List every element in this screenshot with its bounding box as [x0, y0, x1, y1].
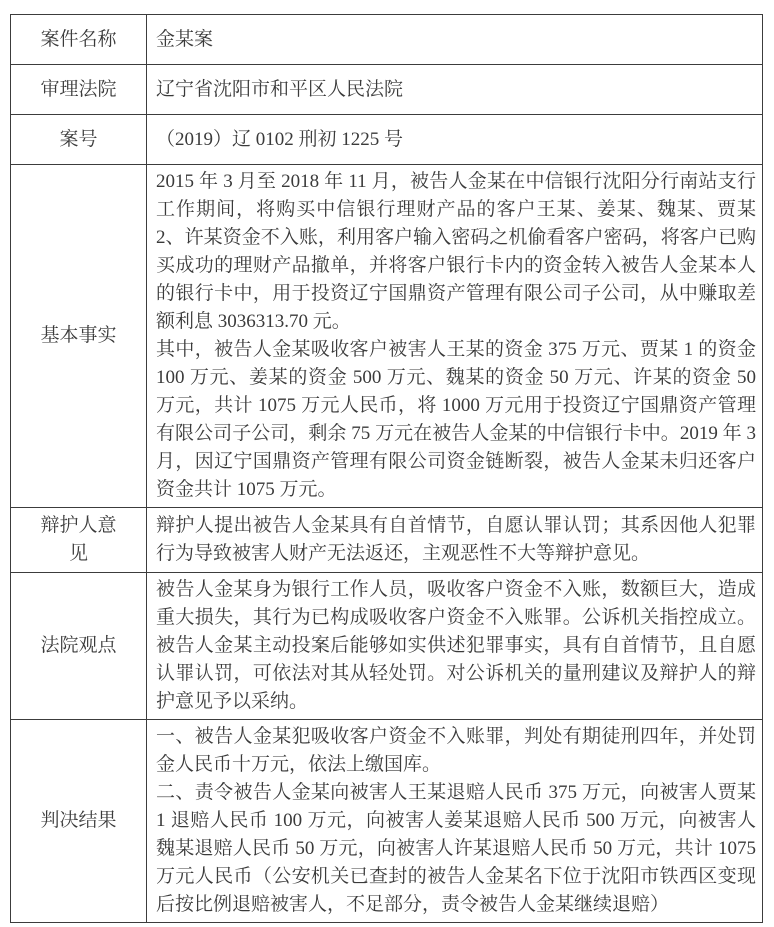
table-row-court-opinion — [11, 573, 763, 720]
court-opinion-paragraph: 被告人金某身为银行工作人员，吸收客户资金不入账，数额巨大，造成重大损失，其行为已构成吸收客户资金不入账罪。公诉机关指控成立。被告人金某主动投案后能够如实供述犯罪事实，具有自首情节，且自愿认罪认罚，可依法对其从轻处罚。对公诉机关的量刑建议及辩护人的辩护意见予以采纳。 — [156, 579, 756, 712]
row-value-court — [147, 65, 763, 115]
row-label-text: 审理法院 — [40, 78, 117, 100]
case-summary-document — [10, 14, 763, 923]
row-label-text: 法院观点 — [40, 635, 117, 656]
row-value-judgment-result — [147, 720, 763, 923]
row-label-text: 判决结果 — [40, 810, 117, 831]
table-row-court — [11, 65, 763, 115]
row-label-case-name — [11, 15, 147, 65]
row-value-defense-opinion — [147, 508, 763, 573]
row-value-court-opinion — [147, 573, 763, 720]
row-label-court — [11, 65, 147, 115]
case-name-value: 金某案 — [156, 28, 214, 50]
row-label-court-opinion — [11, 573, 147, 720]
row-label-defense-opinion — [11, 508, 147, 573]
basic-facts-paragraph-2: 其中，被告人金某吸收客户被害人王某的资金 375 万元、贾某 1 的资金 100 万元、姜某的资金 500 万元、魏某的资金 50 万元、许某的资金 50 万元，共计 1075 万元人民币，将 1000 万元用于投资辽宁国鼎资产管理有限公司子公司，剩余 75 万元在被告人金某的中信银行卡中。2019 年 3 月，因辽宁国鼎资产管理有限公司资金链断裂，被告人金某未归还客户资金共计 1075 万元。 — [156, 339, 756, 500]
case-number-value: （2019）辽 0102 刑初 1225 号 — [156, 128, 404, 150]
judgment-result-paragraph-1: 一、被告人金某犯吸收客户资金不入账罪，判处有期徒刑四年，并处罚金人民币十万元，依法上缴国库。 — [156, 726, 756, 775]
row-value-basic-facts — [147, 165, 763, 508]
row-label-text: 基本事实 — [40, 325, 117, 346]
table-row-defense-opinion — [11, 508, 763, 573]
table-row-basic-facts — [11, 165, 763, 508]
defense-opinion-paragraph: 辩护人提出被告人金某具有自首情节，自愿认罪认罚；其系因他人犯罪行为导致被害人财产无法返还，主观恶性不大等辩护意见。 — [156, 515, 756, 564]
case-table-body — [11, 15, 763, 923]
judgment-result-paragraph-2: 二、责令被告人金某向被害人王某退赔人民币 375 万元，向被害人贾某 1 退赔人民币 100 万元，向被害人姜某退赔人民币 500 万元，向被害人魏某退赔人民币 50 万元，向被害人许某退赔人民币 50 万元，共计 1075 万元人民币（公安机关已查封的被告人金某名下位于沈阳市铁西区变现后按比例退赔被害人，不足部分，责令被告人金某继续退赔） — [156, 782, 756, 915]
case-summary-table — [10, 14, 763, 923]
basic-facts-paragraph-1: 2015 年 3 月至 2018 年 11 月，被告人金某在中信银行沈阳分行南站支行工作期间，将购买中信银行理财产品的客户王某、姜某、魏某、贾某 2、许某资金不入账，利用客户输入密码之机偷看客户密码，将客户已购买成功的理财产品撤单，并将客户银行卡内的资金转入被告人金某本人的银行卡中，用于投资辽宁国鼎资产管理有限公司子公司，从中赚取差额利息 3036313.70 元。 — [156, 171, 756, 332]
table-row-case-name — [11, 15, 763, 65]
row-label-text: 案号 — [59, 128, 98, 150]
table-row-case-number — [11, 115, 763, 165]
row-label-case-number — [11, 115, 147, 165]
table-row-judgment-result — [11, 720, 763, 923]
row-value-case-number — [147, 115, 763, 165]
row-label-judgment-result — [11, 720, 147, 923]
court-value: 辽宁省沈阳市和平区人民法院 — [156, 78, 404, 100]
row-label-text: 案件名称 — [40, 28, 117, 50]
row-value-case-name — [147, 15, 763, 65]
row-label-text: 辩护人意见 — [40, 515, 117, 564]
row-label-basic-facts — [11, 165, 147, 508]
